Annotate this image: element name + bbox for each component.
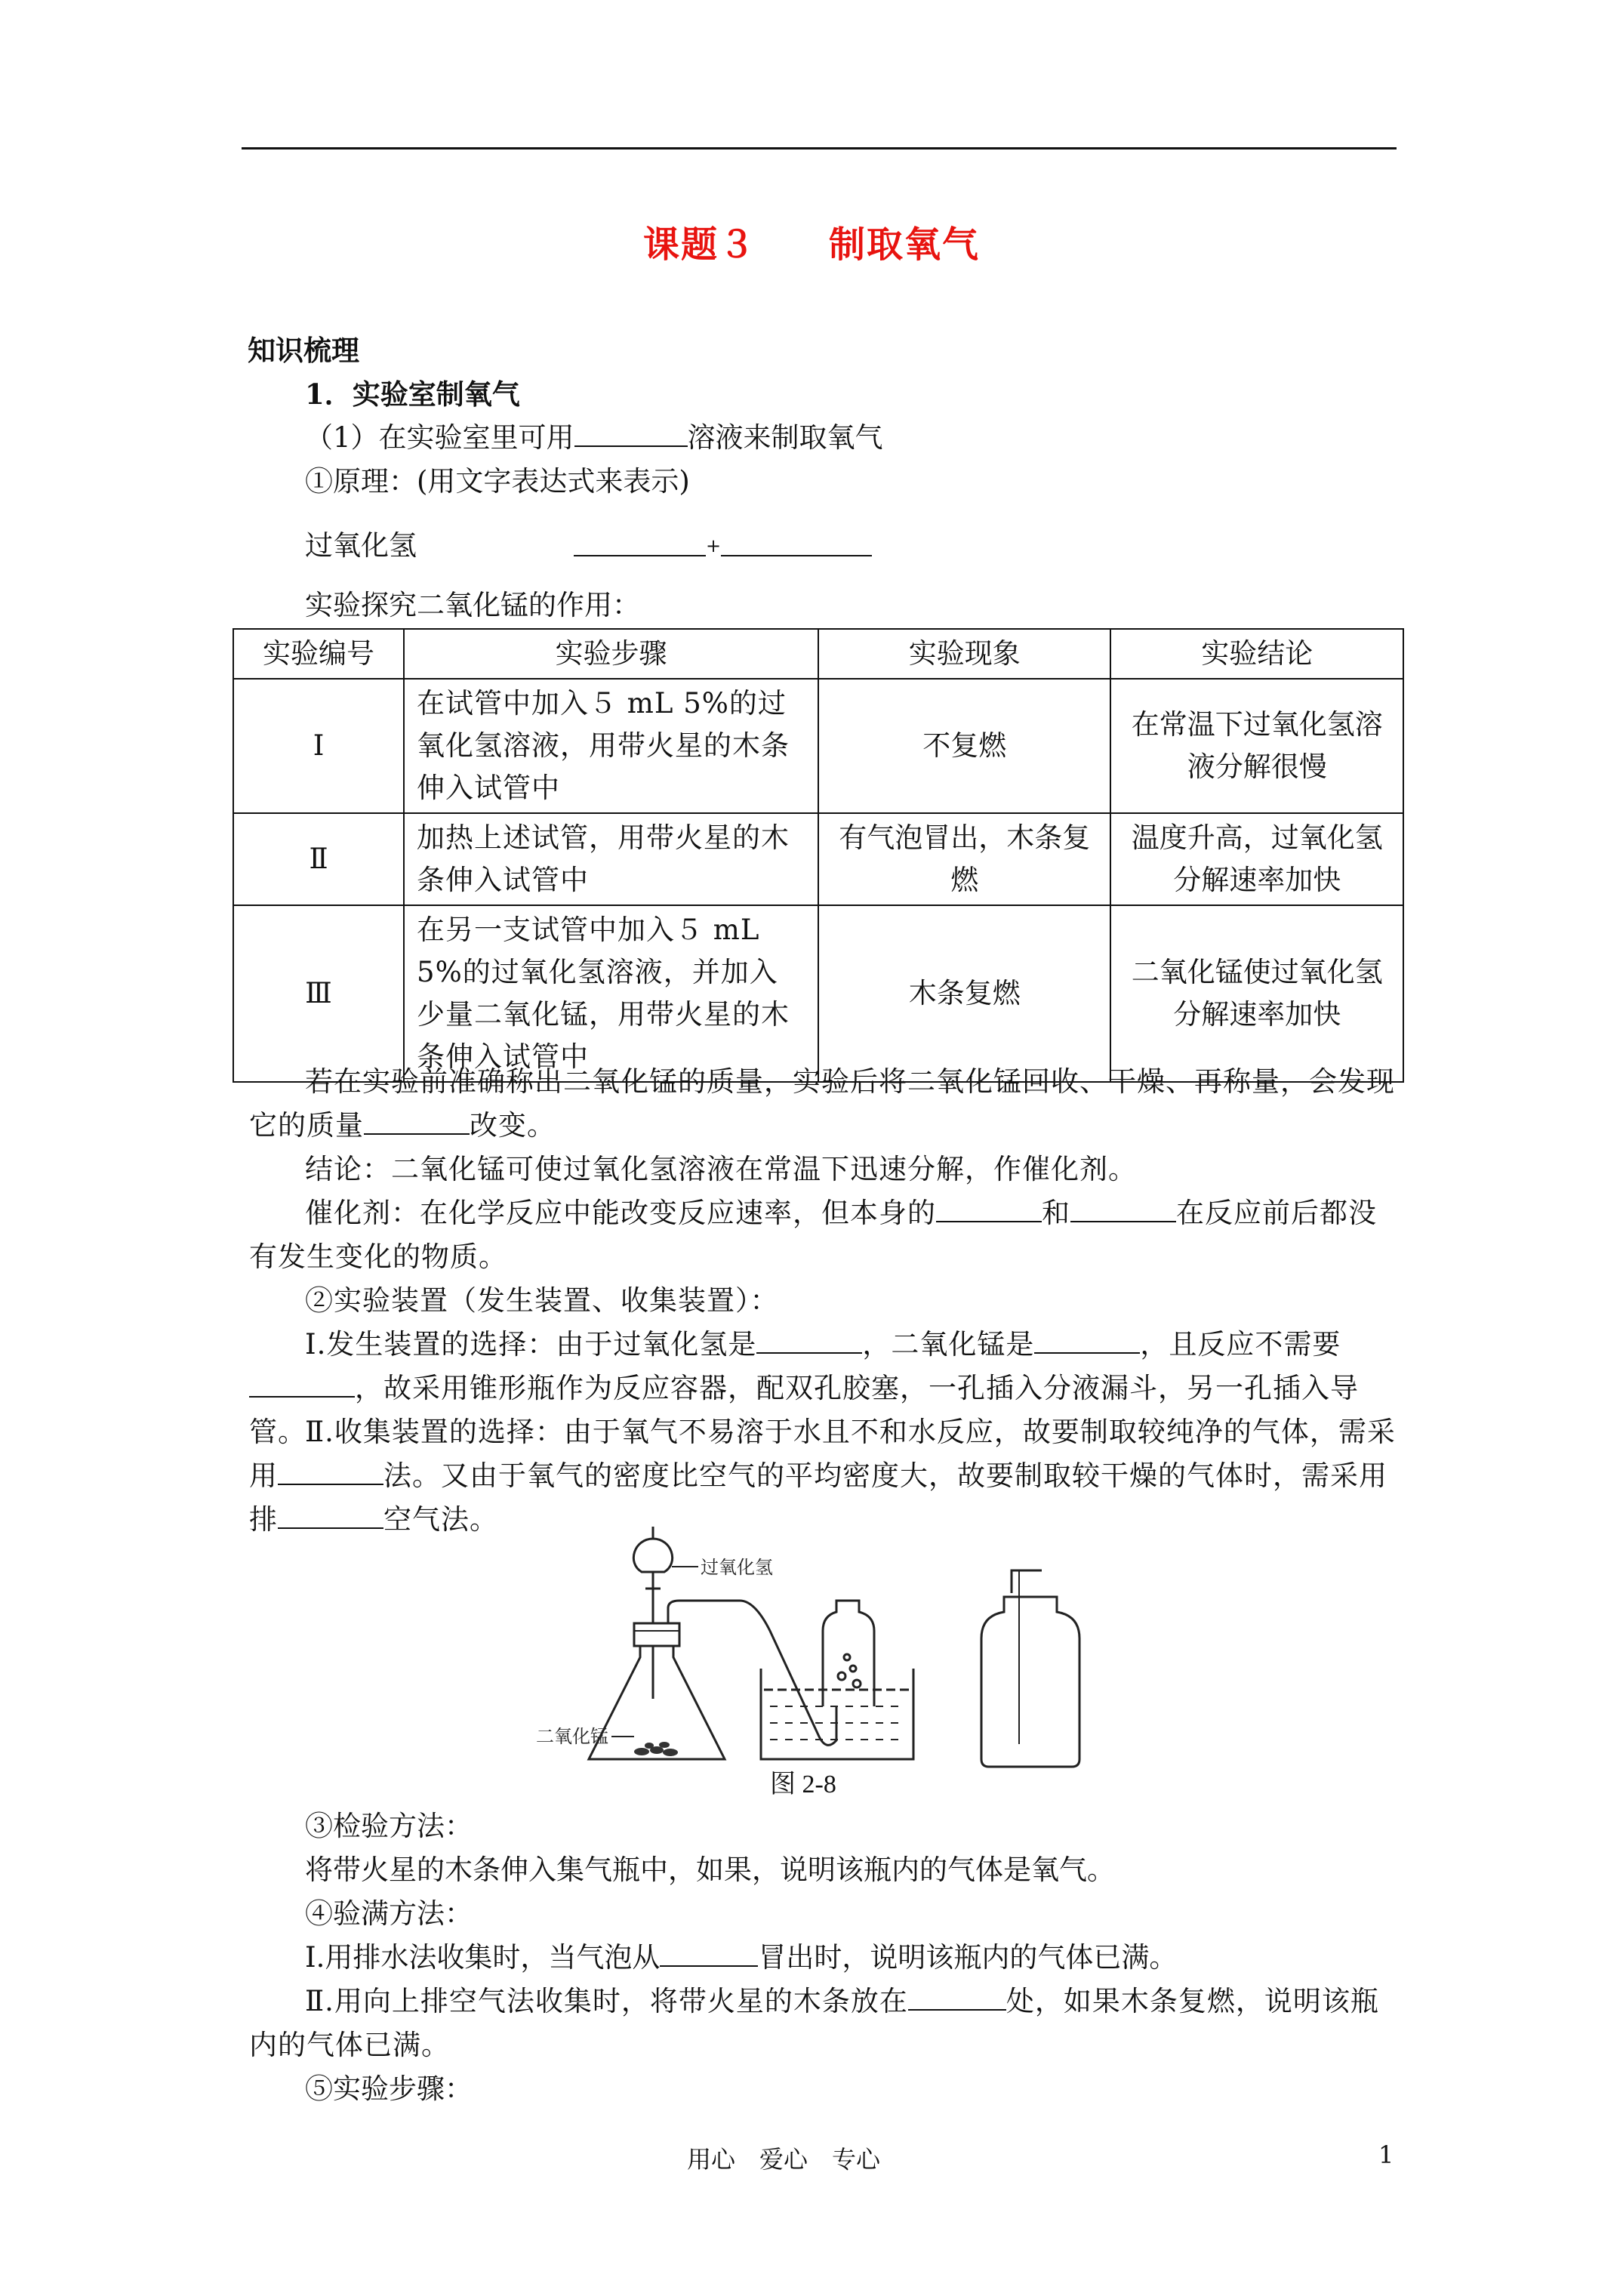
table-cell: 加热上述试管，用带火星的木条伸入试管中 bbox=[404, 813, 818, 905]
fill-blank bbox=[1070, 1198, 1176, 1222]
full-line-1 bbox=[305, 1936, 1177, 1980]
figure-caption: 图 2-8 bbox=[770, 1771, 836, 1797]
fill-blank bbox=[574, 423, 688, 447]
col-text-b: 法。又由于氧气的密度比空气的平均密度大，故要制取较干燥的气体时，需采用排 bbox=[249, 1459, 1387, 1536]
table-row bbox=[233, 813, 1403, 905]
label-h2o2: 过氧化氢 bbox=[701, 1557, 773, 1578]
paragraph-collector bbox=[249, 1410, 1397, 1542]
q1-text-post: 溶液来制取氧气 bbox=[687, 421, 883, 454]
fill-blank bbox=[278, 1461, 383, 1485]
test-heading: ③检验方法： bbox=[305, 1810, 473, 1842]
table-header: 实验结论 bbox=[1110, 629, 1403, 679]
fill-blank bbox=[1034, 1330, 1140, 1354]
catalyst-and: 和 bbox=[1042, 1197, 1070, 1229]
table-header: 实验现象 bbox=[818, 629, 1111, 679]
full-heading: ④验满方法： bbox=[305, 1897, 473, 1930]
gen-text-d: ，故采用锥形瓶作为反应容器，配双孔胶塞，一孔插入分液漏斗，另一孔插入导管。 bbox=[249, 1372, 1359, 1448]
footer-motto: 用心 爱心 专心 bbox=[687, 2145, 881, 2174]
fill-blank bbox=[936, 1198, 1042, 1222]
full1-text: Ⅰ.用排水法收集时，当气泡从 bbox=[305, 1941, 661, 1974]
mno2-particles bbox=[634, 1742, 678, 1756]
bubble bbox=[838, 1672, 845, 1680]
table-cell: 在另一支试管中加入５ mL 5%的过氧化氢溶液，并加入少量二氧化锰，用带火星的木条伸入试管中 bbox=[404, 905, 818, 1082]
question-1 bbox=[305, 416, 883, 460]
reactant-label: 过氧化氢 bbox=[305, 529, 417, 562]
gen-text-b: ，二氧化锰是 bbox=[862, 1328, 1035, 1361]
test-text: 将带火星的木条伸入集气瓶中，如果，说明该瓶内的气体是氧气。 bbox=[305, 1854, 1115, 1886]
mass-text-post: 改变。 bbox=[470, 1109, 556, 1142]
label-mno2: 二氧化锰 bbox=[536, 1726, 608, 1747]
conical-flask bbox=[589, 1646, 725, 1759]
table-cell: Ⅲ bbox=[233, 905, 404, 1082]
gen-text-c: ，且反应不需要 bbox=[1140, 1328, 1341, 1361]
paragraph-conclusion: 结论：二氧化锰可使过氧化氢溶液在常温下迅速分解，作催化剂。 bbox=[305, 1153, 1137, 1185]
header-rule bbox=[242, 147, 1397, 149]
table-row bbox=[233, 679, 1403, 813]
mass-text: 若在实验前准确称出二氧化锰的质量，实验后将二氧化锰回收、干燥、再称量，会发现它的质量 bbox=[249, 1065, 1395, 1142]
table-cell: 木条复燃 bbox=[818, 905, 1111, 1082]
table-header: 实验编号 bbox=[233, 629, 404, 679]
page-title bbox=[0, 215, 1623, 267]
equation-blanks bbox=[574, 524, 872, 569]
rubber-stopper bbox=[634, 1623, 679, 1646]
gen-text: Ⅰ.发生装置的选择：由于过氧化氢是 bbox=[305, 1328, 757, 1361]
table-cell: Ⅰ bbox=[233, 679, 404, 813]
fill-blank bbox=[908, 1986, 1006, 2011]
fill-blank bbox=[249, 1373, 355, 1398]
fill-blank bbox=[721, 532, 872, 556]
fill-blank bbox=[660, 1943, 758, 1967]
principle-line: ①原理：(用文字表达式来表示) bbox=[305, 465, 690, 498]
table-cell: 在试管中加入５ mL 5%的过氧化氢溶液，用带火星的木条伸入试管中 bbox=[404, 679, 818, 813]
paragraph-apparatus: ②实验装置（发生装置、收集装置）： bbox=[305, 1284, 779, 1317]
table-cell: 温度升高，过氧化氢分解速率加快 bbox=[1110, 813, 1403, 905]
gas-jar bbox=[981, 1597, 1079, 1767]
full1-text-b: 冒出时，说明该瓶内的气体已满。 bbox=[758, 1941, 1178, 1974]
fill-blank bbox=[278, 1505, 383, 1529]
bubble bbox=[850, 1666, 856, 1672]
full-line-2 bbox=[249, 1980, 1397, 2067]
fill-blank bbox=[756, 1330, 862, 1354]
steps-heading: ⑤实验步骤： bbox=[305, 2073, 473, 2105]
page-number: 1 bbox=[1378, 2140, 1394, 2169]
q1-text-pre: （1）在实验室里可用 bbox=[305, 421, 574, 454]
table-cell: Ⅱ bbox=[233, 813, 404, 905]
water-lines bbox=[770, 1706, 906, 1740]
experiment-table bbox=[233, 628, 1404, 1083]
heading-lab-oxygen: 1．实验室制氧气 bbox=[305, 378, 520, 411]
fill-blank bbox=[574, 532, 706, 556]
full2-text-b: 处，如果木条复燃，说明该瓶内的气体已满。 bbox=[249, 1985, 1379, 2061]
table-cell: 二氧化锰使过氧化氢分解速率加快 bbox=[1110, 905, 1403, 1082]
col-text-c: 空气法。 bbox=[383, 1503, 498, 1536]
title-part1: 课题３ bbox=[642, 223, 756, 266]
fill-blank bbox=[364, 1111, 470, 1135]
table-cell: 不复燃 bbox=[818, 679, 1111, 813]
title-part2: 制取氧气 bbox=[829, 223, 981, 266]
table-row bbox=[233, 905, 1403, 1082]
col-text: Ⅱ.收集装置的选择：由于氧气不易溶于水且不和水反应，故要制取较纯净的气体，需采用 bbox=[249, 1416, 1396, 1492]
table-header-row bbox=[233, 629, 1403, 679]
apparatus-figure bbox=[521, 1525, 1110, 1797]
full2-text: Ⅱ.用向上排空气法收集时，将带火星的木条放在 bbox=[305, 1985, 908, 2017]
paragraph-catalyst bbox=[249, 1191, 1397, 1279]
catalyst-text: 催化剂：在化学反应中能改变反应速率，但本身的 bbox=[305, 1197, 936, 1229]
table-header: 实验步骤 bbox=[404, 629, 818, 679]
funnel-bulb bbox=[633, 1539, 672, 1572]
table-cell: 在常温下过氧化氢溶液分解很慢 bbox=[1110, 679, 1403, 813]
section-heading: 知识梳理 bbox=[248, 334, 359, 367]
explore-line: 实验探究二氧化锰的作用： bbox=[305, 589, 640, 621]
delivery-tube bbox=[668, 1601, 836, 1745]
catalyst-text-end: 在反应前后都没有发生变化的物质。 bbox=[249, 1197, 1377, 1273]
jar-tube bbox=[1012, 1570, 1042, 1593]
plus-sign: + bbox=[706, 535, 722, 556]
table-cell: 有气泡冒出，木条复燃 bbox=[818, 813, 1111, 905]
bubble bbox=[844, 1654, 850, 1660]
paragraph-mass bbox=[249, 1060, 1397, 1148]
bubble bbox=[853, 1680, 861, 1687]
